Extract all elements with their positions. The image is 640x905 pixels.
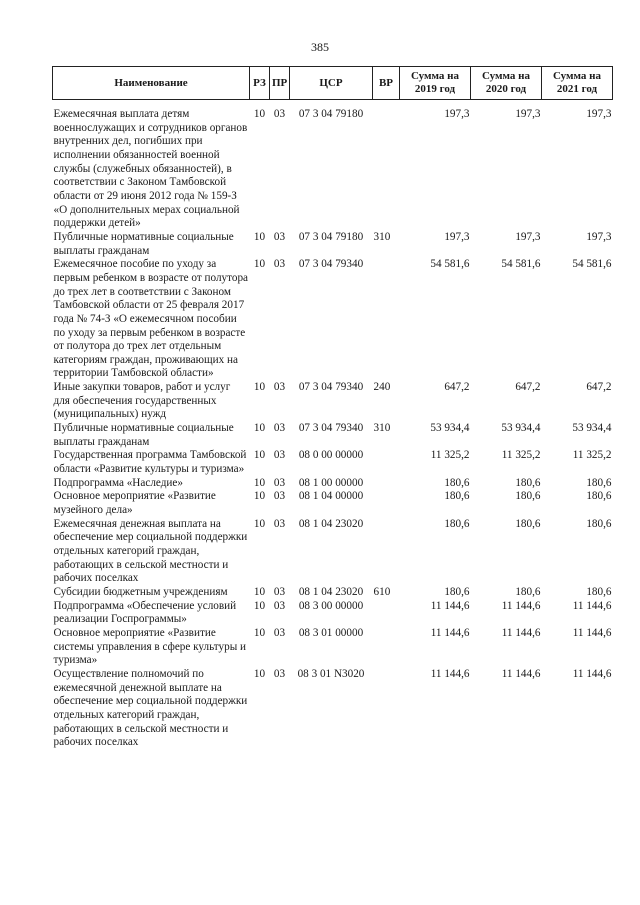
row-amount-2020: 11 144,6 bbox=[501, 667, 541, 680]
row-amount-2019: 180,6 bbox=[444, 476, 470, 489]
header-vr: ВР bbox=[373, 67, 400, 100]
row-vr: 310 bbox=[373, 422, 391, 435]
row-pr: 03 bbox=[273, 258, 286, 271]
row-vr bbox=[373, 668, 400, 750]
header-2021: Сумма на 2021 год bbox=[542, 67, 613, 100]
row-amount-2020: 197,3 bbox=[515, 108, 541, 120]
row-amount-2019: 53 934,4 bbox=[430, 422, 470, 435]
row-csr: 08 1 00 00000 bbox=[298, 476, 364, 489]
row-vr bbox=[373, 477, 400, 491]
row-pr: 03 bbox=[273, 599, 286, 612]
row-amount-2021: 180,6 bbox=[586, 476, 612, 489]
row-amount-2021: 54 581,6 bbox=[572, 258, 612, 271]
table-row bbox=[53, 668, 613, 750]
row-pr: 03 bbox=[273, 108, 286, 120]
row-rz: 10 bbox=[253, 626, 266, 639]
row-name: Ежемесячная денежная выплата на обеспечение мер социальной поддержки отдельных категорий граждан, работающих в сельской местности и рабочих поселках bbox=[53, 517, 248, 585]
row-amount-2020: 53 934,4 bbox=[501, 422, 541, 435]
row-pr: 03 bbox=[273, 449, 286, 462]
table-header bbox=[53, 67, 613, 100]
row-pr: 03 bbox=[273, 667, 286, 680]
row-amount-2019: 11 325,2 bbox=[430, 449, 470, 462]
row-pr: 03 bbox=[273, 585, 286, 598]
row-csr: 08 1 04 23020 bbox=[298, 517, 364, 530]
row-name: Публичные нормативные социальные выплаты гражданам bbox=[53, 422, 234, 448]
row-amount-2020: 180,6 bbox=[515, 476, 541, 489]
row-csr: 08 0 00 00000 bbox=[298, 449, 364, 462]
row-amount-2021: 647,2 bbox=[586, 381, 612, 394]
row-amount-2021: 11 144,6 bbox=[572, 626, 612, 639]
table-row bbox=[53, 422, 613, 449]
row-amount-2021: 197,3 bbox=[586, 230, 612, 243]
row-vr bbox=[373, 449, 400, 476]
row-pr: 03 bbox=[273, 476, 286, 489]
table-row bbox=[53, 477, 613, 491]
row-name: Ежемесячная выплата детям военнослужащих и сотрудников органов внутренних дел, погибших при исполнении обязанностей военной службы (служебных обязанностей), в соответствии с Законом Тамбовской области от 29 июня 2012 года № 159-З «О дополнительных мерах социальной поддержки детей» bbox=[53, 108, 248, 230]
row-vr bbox=[373, 600, 400, 627]
row-amount-2020: 11 144,6 bbox=[501, 626, 541, 639]
row-csr: 08 3 00 00000 bbox=[298, 599, 364, 612]
row-rz: 10 bbox=[253, 490, 266, 503]
row-csr: 07 3 04 79340 bbox=[298, 422, 364, 435]
table-row bbox=[53, 586, 613, 600]
row-amount-2019: 180,6 bbox=[444, 517, 470, 530]
table-row bbox=[53, 258, 613, 381]
row-amount-2020: 180,6 bbox=[515, 585, 541, 598]
row-amount-2021: 11 144,6 bbox=[572, 667, 612, 680]
row-rz: 10 bbox=[253, 476, 266, 489]
row-rz: 10 bbox=[253, 585, 266, 598]
row-name: Ежемесячное пособие по уходу за первым ребенком в возрасте от полутора до трех лет в соответствии с Законом Тамбовской области от 25 февраля 2017 года № 74-З «О ежемесячном пособии по уходу за первым ребенком в возрасте от полутора до трех лет отдельным категориям граждан, проживающих на территории Тамбовской области» bbox=[53, 258, 249, 380]
row-amount-2019: 11 144,6 bbox=[430, 599, 470, 612]
row-vr: 310 bbox=[373, 230, 391, 243]
table-row bbox=[53, 231, 613, 258]
row-pr: 03 bbox=[273, 626, 286, 639]
row-name: Основное мероприятие «Развитие музейного дела» bbox=[53, 490, 216, 517]
row-csr: 07 3 04 79340 bbox=[298, 258, 364, 271]
row-rz: 10 bbox=[253, 422, 266, 435]
row-csr: 07 3 04 79180 bbox=[298, 230, 364, 243]
row-csr: 08 1 04 00000 bbox=[298, 490, 364, 503]
row-rz: 10 bbox=[253, 449, 266, 462]
row-amount-2020: 54 581,6 bbox=[501, 258, 541, 271]
row-rz: 10 bbox=[253, 667, 266, 680]
row-rz: 10 bbox=[253, 381, 266, 394]
table-row bbox=[53, 449, 613, 476]
table-row bbox=[53, 627, 613, 668]
row-amount-2021: 180,6 bbox=[586, 517, 612, 530]
row-rz: 10 bbox=[253, 517, 266, 530]
row-name: Основное мероприятие «Развитие системы управления в сфере культуры и туризма» bbox=[53, 626, 247, 667]
header-rz: РЗ bbox=[250, 67, 270, 100]
row-amount-2020: 11 325,2 bbox=[501, 449, 541, 462]
row-amount-2019: 180,6 bbox=[444, 585, 470, 598]
row-name: Публичные нормативные социальные выплаты гражданам bbox=[53, 230, 234, 257]
row-amount-2021: 11 325,2 bbox=[572, 449, 612, 462]
row-amount-2019: 180,6 bbox=[444, 490, 470, 503]
row-name: Осуществление полномочий по ежемесячной денежной выплате на обеспечение мер социальной поддержки отдельных категорий граждан, работающих в сельской местности и рабочих поселках bbox=[53, 667, 248, 749]
row-csr: 08 3 01 N3020 bbox=[297, 667, 365, 680]
row-amount-2021: 180,6 bbox=[586, 490, 612, 503]
row-name: Подпрограмма «Наследие» bbox=[53, 476, 183, 489]
row-name: Государственная программа Тамбовской области «Развитие культуры и туризма» bbox=[53, 449, 247, 476]
row-vr bbox=[373, 108, 400, 231]
table-row bbox=[53, 490, 613, 517]
table-row bbox=[53, 108, 613, 231]
page-number: 385 bbox=[311, 40, 329, 54]
row-rz: 10 bbox=[253, 230, 266, 243]
row-amount-2020: 180,6 bbox=[515, 517, 541, 530]
row-amount-2020: 647,2 bbox=[515, 381, 541, 394]
header-name: Наименование bbox=[53, 67, 250, 100]
row-vr: 610 bbox=[373, 585, 391, 598]
row-csr: 07 3 04 79340 bbox=[298, 381, 364, 394]
row-name: Подпрограмма «Обеспечение условий реализации Госпрограммы» bbox=[53, 599, 237, 626]
table-body bbox=[53, 100, 613, 750]
row-name: Субсидии бюджетным учреждениям bbox=[53, 585, 228, 598]
header-2019: Сумма на 2019 год bbox=[400, 67, 471, 100]
row-vr: 240 bbox=[373, 381, 391, 394]
row-csr: 08 3 01 00000 bbox=[298, 626, 364, 639]
row-pr: 03 bbox=[273, 490, 286, 503]
row-csr: 08 1 04 23020 bbox=[298, 585, 364, 598]
row-amount-2020: 197,3 bbox=[515, 230, 541, 243]
row-name: Иные закупки товаров, работ и услуг для обеспечения государственных (муниципальных) нужд bbox=[53, 381, 231, 421]
table-row bbox=[53, 381, 613, 422]
header-pr: ПР bbox=[270, 67, 290, 100]
row-amount-2020: 11 144,6 bbox=[501, 599, 541, 612]
row-amount-2019: 11 144,6 bbox=[430, 667, 470, 680]
row-rz: 10 bbox=[253, 108, 266, 120]
row-pr: 03 bbox=[273, 517, 286, 530]
row-amount-2020: 180,6 bbox=[515, 490, 541, 503]
table-row bbox=[53, 518, 613, 586]
row-amount-2019: 54 581,6 bbox=[430, 258, 470, 271]
header-csr: ЦСР bbox=[290, 67, 373, 100]
row-amount-2019: 197,3 bbox=[444, 108, 470, 120]
header-2020: Сумма на 2020 год bbox=[471, 67, 542, 100]
row-pr: 03 bbox=[273, 422, 286, 435]
row-amount-2021: 197,3 bbox=[586, 108, 612, 120]
row-amount-2021: 11 144,6 bbox=[572, 599, 612, 612]
row-amount-2019: 11 144,6 bbox=[430, 626, 470, 639]
row-vr bbox=[373, 490, 400, 517]
budget-table bbox=[52, 66, 613, 750]
row-amount-2021: 53 934,4 bbox=[572, 422, 612, 435]
row-vr bbox=[373, 627, 400, 668]
row-pr: 03 bbox=[273, 381, 286, 394]
row-amount-2021: 180,6 bbox=[586, 585, 612, 598]
row-vr bbox=[373, 518, 400, 586]
row-csr: 07 3 04 79180 bbox=[298, 108, 364, 120]
row-rz: 10 bbox=[253, 599, 266, 612]
row-vr bbox=[373, 258, 400, 381]
row-rz: 10 bbox=[253, 258, 266, 271]
row-amount-2019: 197,3 bbox=[444, 230, 470, 243]
row-pr: 03 bbox=[273, 230, 286, 243]
row-amount-2019: 647,2 bbox=[444, 381, 470, 394]
table-row bbox=[53, 600, 613, 627]
